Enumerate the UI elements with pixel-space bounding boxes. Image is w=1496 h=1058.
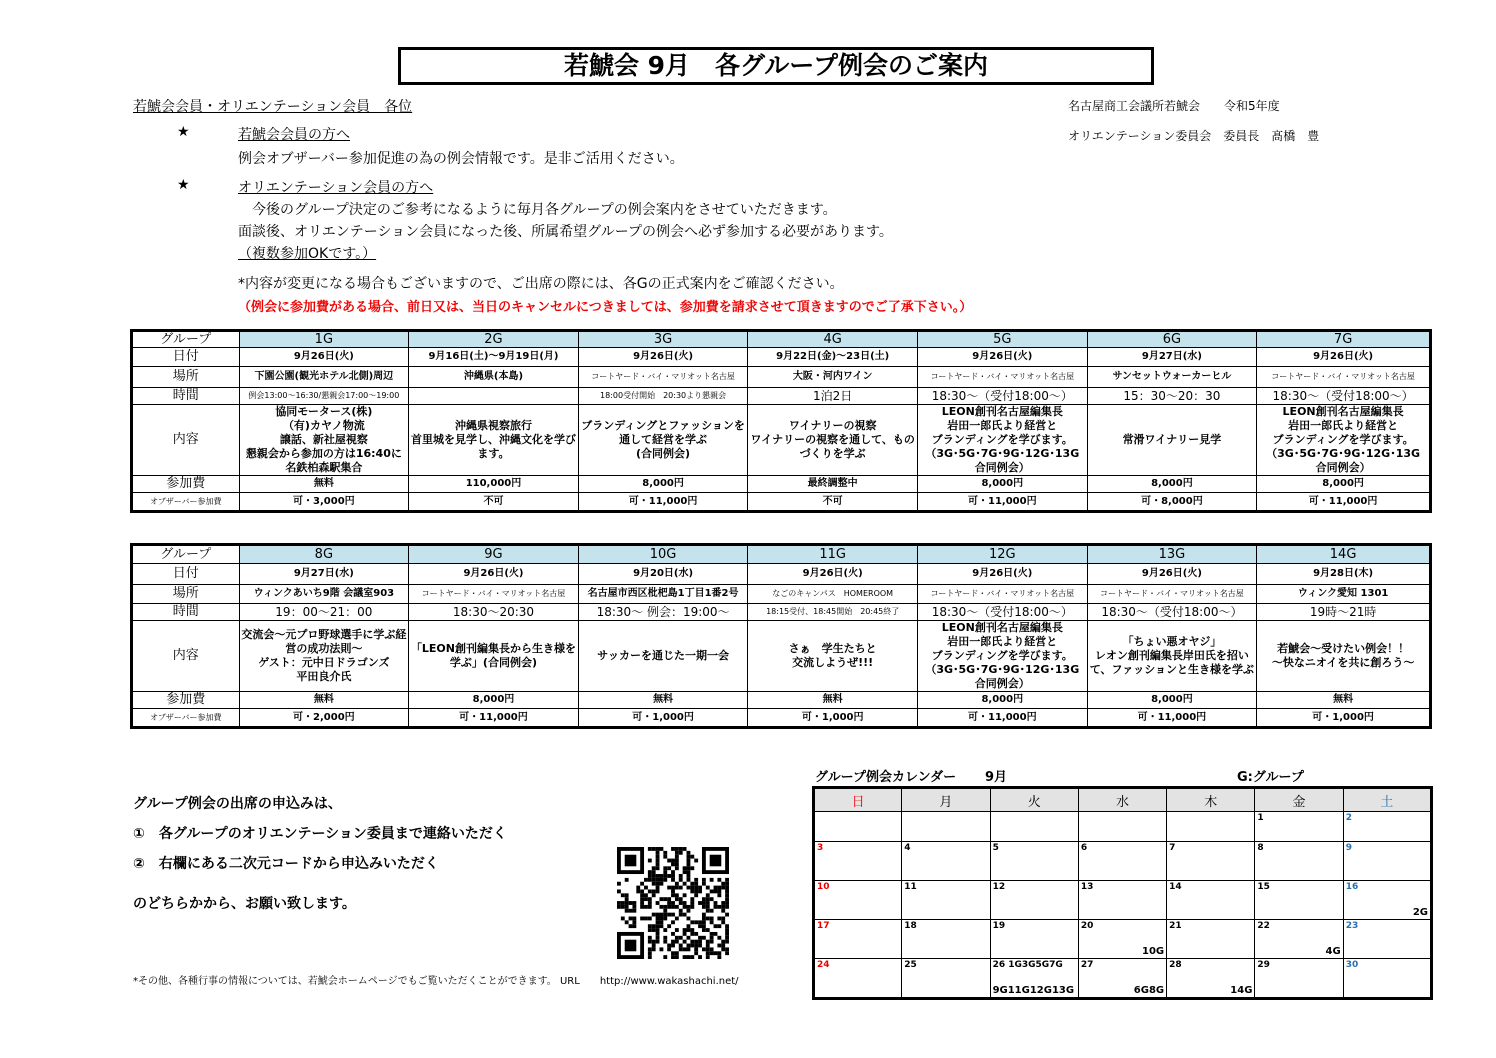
cell-content-4G: ワイナリーの視察 ワイナリーの視察を通して、ものづくりを学ぶ bbox=[748, 405, 918, 476]
calendar-day bbox=[902, 920, 990, 959]
cell-group-8G: 8G bbox=[239, 545, 409, 564]
cell-group-2G: 2G bbox=[409, 331, 579, 348]
calendar-day bbox=[1255, 842, 1343, 881]
cell-place-4G: 大阪・河内ワイン bbox=[748, 367, 918, 388]
cell-fee-4G: 最終調整中 bbox=[748, 476, 918, 493]
calendar-day bbox=[1167, 920, 1255, 959]
section2-line1: 今後のグループ決定のご参考になるように毎月各グループの例会案内をさせていただきます。 bbox=[238, 202, 837, 218]
cell-place-11G: なごのキャンパス HOMEROOM bbox=[748, 585, 918, 604]
cell-fee-2G: 110,000円 bbox=[409, 476, 579, 493]
cell-fee-9G: 8,000円 bbox=[409, 692, 579, 709]
cell-place-10G: 名古屋市西区枇杷島1丁目1番2号 bbox=[578, 585, 748, 604]
calendar-event: 10G bbox=[1142, 946, 1165, 957]
cell-group-13G: 13G bbox=[1087, 545, 1257, 564]
cell-content-14G: 若鯱会～受けたい例会！！ ～快なニオイを共に創ろう～ bbox=[1257, 621, 1431, 692]
cell-date-4G: 9月22日(金)～23日(土) bbox=[748, 348, 918, 367]
cell-observer-2G: 不可 bbox=[409, 493, 579, 512]
cell-observer-6G: 可・8,000円 bbox=[1087, 493, 1257, 512]
cell-fee-8G: 無料 bbox=[239, 692, 409, 709]
row-label-time: 時間 bbox=[132, 388, 240, 405]
apply-line2: ① 各グループのオリエンテーション委員まで連絡いただく bbox=[133, 826, 507, 842]
calendar-day-number: 20 bbox=[1080, 921, 1094, 931]
cell-fee-6G: 8,000円 bbox=[1087, 476, 1257, 493]
cell-group-12G: 12G bbox=[917, 545, 1087, 564]
cell-observer-11G: 可・1,000円 bbox=[748, 709, 918, 728]
cell-observer-7G: 可・11,000円 bbox=[1257, 493, 1431, 512]
cell-time-11G: 18:15受付、18:45開始 20:45終了 bbox=[748, 604, 918, 621]
calendar-day bbox=[902, 881, 990, 920]
calendar-day bbox=[1343, 920, 1431, 959]
calendar-day-number: 14 bbox=[1169, 882, 1182, 892]
cell-date-8G: 9月27日(水) bbox=[239, 564, 409, 585]
calendar-day-number: 7 bbox=[1169, 843, 1176, 853]
cell-content-10G: サッカーを通じた一期一会 bbox=[578, 621, 748, 692]
cell-date-9G: 9月26日(火) bbox=[409, 564, 579, 585]
calendar-day-number: 17 bbox=[817, 921, 830, 931]
cell-time-4G: 1泊2日 bbox=[748, 388, 918, 405]
cell-content-8G: 交流会～元プロ野球選手に学ぶ経営の成功法則～ ゲスト：元中日ドラゴンズ 平田良介氏 bbox=[239, 621, 409, 692]
cell-place-2G: 沖縄県(本島) bbox=[409, 367, 579, 388]
cell-fee-3G: 8,000円 bbox=[578, 476, 748, 493]
calendar-day bbox=[902, 812, 990, 842]
section1-body: 例会オブザーバー参加促進の為の例会情報です。是非ご活用ください。 bbox=[238, 151, 684, 167]
cell-place-6G: サンセットウォーカーヒル bbox=[1087, 367, 1257, 388]
cell-place-1G: 下園公園(観光ホテル北側)周辺 bbox=[239, 367, 409, 388]
section2-heading: オリエンテーション会員の方へ bbox=[238, 180, 434, 196]
calendar-day bbox=[990, 812, 1078, 842]
calendar-day-number: 1 bbox=[1257, 813, 1264, 823]
cell-group-4G: 4G bbox=[748, 331, 918, 348]
weekday-3: 水 bbox=[1078, 788, 1166, 812]
calendar-day-number: 25 bbox=[904, 960, 917, 970]
calendar-day bbox=[1078, 842, 1166, 881]
cell-place-7G: コートヤード・バイ・マリオット名古屋 bbox=[1257, 367, 1431, 388]
cell-content-5G: LEON創刊名古屋編集長 岩田一郎氏より経営と ブランディングを学びます。 （3G･5G･7G･9G･12G･13G 合同例会） bbox=[917, 405, 1087, 476]
cell-content-3G: ブランディングとファッションを通して経営を学ぶ (合同例会) bbox=[578, 405, 748, 476]
calendar-day-number: 30 bbox=[1345, 960, 1359, 970]
cell-group-7G: 7G bbox=[1257, 331, 1431, 348]
apply-line4: のどちらかから、お願い致します。 bbox=[133, 896, 356, 912]
qr-code[interactable] bbox=[617, 847, 729, 959]
cell-group-14G: 14G bbox=[1257, 545, 1431, 564]
calendar-title: グループ例会カレンダー bbox=[815, 770, 957, 785]
cell-fee-1G: 無料 bbox=[239, 476, 409, 493]
calendar-day-number: 28 bbox=[1169, 960, 1182, 970]
calendar-day-number: 10 bbox=[817, 882, 830, 892]
calendar-day bbox=[1255, 881, 1343, 920]
calendar-event: 9G11G12G13G bbox=[992, 985, 1075, 996]
cell-content-11G: さぁ 学生たちと 交流しようぜ!!! bbox=[748, 621, 918, 692]
cell-place-5G: コートヤード・バイ・マリオット名古屋 bbox=[917, 367, 1087, 388]
calendar-day-number: 23 bbox=[1345, 921, 1359, 931]
calendar-day bbox=[1167, 812, 1255, 842]
calendar-day bbox=[990, 920, 1078, 959]
cell-date-6G: 9月27日(水) bbox=[1087, 348, 1257, 367]
weekday-4: 木 bbox=[1167, 788, 1255, 812]
cell-fee-11G: 無料 bbox=[748, 692, 918, 709]
calendar-day-number: 6 bbox=[1080, 843, 1088, 853]
weekday-0: 日 bbox=[814, 788, 902, 812]
calendar-day-number: 9 bbox=[1345, 843, 1352, 853]
calendar-day-number: 26 1G3G5G7G bbox=[992, 960, 1063, 970]
change-note: *内容が変更になる場合もございますので、ご出席の際には、各Gの正式案内をご確認ください。 bbox=[238, 276, 844, 292]
cell-group-5G: 5G bbox=[917, 331, 1087, 348]
cell-time-6G: 15：30～20：30 bbox=[1087, 388, 1257, 405]
apply-line1: グループ例会の出席の申込みは、 bbox=[133, 796, 342, 812]
calendar-day bbox=[1167, 842, 1255, 881]
calendar-day bbox=[1255, 812, 1343, 842]
cell-fee-5G: 8,000円 bbox=[917, 476, 1087, 493]
calendar-day-number: 11 bbox=[904, 882, 917, 892]
calendar-day-number: 24 bbox=[817, 960, 830, 970]
calendar-day bbox=[990, 959, 1078, 999]
cell-content-6G: 常滑ワイナリー見学 bbox=[1087, 405, 1257, 476]
calendar-day bbox=[814, 842, 902, 881]
footer-url-note: *その他、各種行事の情報については、若鯱会ホームページでもご覧いただくことができます。 URL http://www.wakashachi.net/ bbox=[133, 976, 739, 987]
cell-date-2G: 9月16日(土)～9月19日(月) bbox=[409, 348, 579, 367]
calendar-legend: G:グループ bbox=[1237, 770, 1304, 785]
calendar-day bbox=[814, 881, 902, 920]
cell-time-10G: 18:30～ 例会：19:00～ bbox=[578, 604, 748, 621]
calendar-day bbox=[1167, 881, 1255, 920]
cell-content-13G: 「ちょい悪オヤジ」 レオン創刊編集長岸田氏を招いて、ファッションと生き様を学ぶ bbox=[1087, 621, 1257, 692]
cell-fee-13G: 8,000円 bbox=[1087, 692, 1257, 709]
calendar-day-number: 18 bbox=[904, 921, 917, 931]
row-label-date: 日付 bbox=[132, 348, 240, 367]
calendar-day-number: 16 bbox=[1345, 882, 1359, 892]
row-label-date: 日付 bbox=[132, 564, 240, 585]
calendar-day-number: 2 bbox=[1345, 813, 1352, 823]
row-label-observer: オブザーバー参加費 bbox=[132, 709, 240, 728]
calendar-day bbox=[990, 881, 1078, 920]
row-label-place: 場所 bbox=[132, 367, 240, 388]
committee-chair: オリエンテーション委員会 委員長 髙橋 豊 bbox=[1068, 129, 1320, 143]
row-label-content: 内容 bbox=[132, 621, 240, 692]
row-label-fee: 参加費 bbox=[132, 476, 240, 493]
cell-group-11G: 11G bbox=[748, 545, 918, 564]
calendar-event: 2G bbox=[1412, 907, 1428, 918]
row-label-time: 時間 bbox=[132, 604, 240, 621]
cell-time-14G: 19時～21時 bbox=[1257, 604, 1431, 621]
cell-date-10G: 9月20日(水) bbox=[578, 564, 748, 585]
weekday-2: 火 bbox=[990, 788, 1078, 812]
cell-time-7G: 18:30～（受付18:00～） bbox=[1257, 388, 1431, 405]
cell-date-3G: 9月26日(火) bbox=[578, 348, 748, 367]
calendar-day bbox=[1078, 812, 1166, 842]
calendar-day-number: 4 bbox=[904, 843, 911, 853]
cell-observer-8G: 可・2,000円 bbox=[239, 709, 409, 728]
cell-date-5G: 9月26日(火) bbox=[917, 348, 1087, 367]
section2-line3: （複数参加OKです。） bbox=[238, 246, 377, 262]
calendar-day-number: 27 bbox=[1080, 960, 1094, 970]
cell-fee-7G: 8,000円 bbox=[1257, 476, 1431, 493]
cell-place-13G: コートヤード・バイ・マリオット名古屋 bbox=[1087, 585, 1257, 604]
cell-time-1G: 例会13:00～16:30/懇親会17:00～19:00 bbox=[239, 388, 409, 405]
calendar-day bbox=[814, 920, 902, 959]
calendar-day-number: 29 bbox=[1257, 960, 1270, 970]
star-icon: ★ bbox=[177, 177, 190, 193]
cell-place-3G: コートヤード・バイ・マリオット名古屋 bbox=[578, 367, 748, 388]
calendar-day-number: 12 bbox=[992, 882, 1006, 892]
calendar-day-number: 3 bbox=[817, 843, 824, 853]
section2-line2: 面談後、オリエンテーション会員になった後、所属希望グループの例会へ必ず参加する必要があります。 bbox=[238, 224, 893, 240]
calendar-day-number: 15 bbox=[1257, 882, 1270, 892]
calendar-day-number: 8 bbox=[1257, 843, 1264, 853]
calendar-event: 6G8G bbox=[1133, 985, 1165, 996]
calendar-day bbox=[902, 959, 990, 999]
cell-date-11G: 9月26日(火) bbox=[748, 564, 918, 585]
calendar-day-number: 21 bbox=[1169, 921, 1182, 931]
cell-time-2G bbox=[409, 388, 579, 405]
weekday-5: 金 bbox=[1255, 788, 1343, 812]
cell-observer-3G: 可・11,000円 bbox=[578, 493, 748, 512]
apply-line3: ② 右欄にある二次元コードから申込みいただく bbox=[133, 856, 439, 872]
cell-time-3G: 18:00受付開始 20:30より懇親会 bbox=[578, 388, 748, 405]
cell-observer-4G: 不可 bbox=[748, 493, 918, 512]
cell-date-7G: 9月26日(火) bbox=[1257, 348, 1431, 367]
calendar-day-number: 19 bbox=[992, 921, 1006, 931]
star-icon: ★ bbox=[177, 124, 190, 140]
calendar-day bbox=[814, 812, 902, 842]
row-label-fee: 参加費 bbox=[132, 692, 240, 709]
cell-date-13G: 9月26日(火) bbox=[1087, 564, 1257, 585]
cell-place-9G: コートヤード・バイ・マリオット名古屋 bbox=[409, 585, 579, 604]
cell-time-5G: 18:30～（受付18:00～） bbox=[917, 388, 1087, 405]
section1-heading: 若鯱会会員の方へ bbox=[238, 127, 350, 143]
cell-observer-5G: 可・11,000円 bbox=[917, 493, 1087, 512]
group-calendar bbox=[812, 786, 1433, 1000]
row-label-observer: オブザーバー参加費 bbox=[132, 493, 240, 512]
row-label-place: 場所 bbox=[132, 585, 240, 604]
cell-content-9G: 「LEON創刊編集長から生き様を学ぶ」(合同例会) bbox=[409, 621, 579, 692]
calendar-day bbox=[1343, 881, 1431, 920]
cell-group-10G: 10G bbox=[578, 545, 748, 564]
calendar-day bbox=[990, 842, 1078, 881]
weekday-1: 月 bbox=[902, 788, 990, 812]
cell-observer-14G: 可・1,000円 bbox=[1257, 709, 1431, 728]
cell-observer-9G: 可・11,000円 bbox=[409, 709, 579, 728]
cell-observer-10G: 可・1,000円 bbox=[578, 709, 748, 728]
group-table-2 bbox=[130, 543, 1432, 729]
cancel-warning: （例会に参加費がある場合、前日又は、当日のキャンセルにつきましては、参加費を請求させて頂きますのでご了承下さい。） bbox=[238, 300, 973, 315]
group-table-1 bbox=[130, 329, 1432, 513]
calendar-day bbox=[1078, 959, 1166, 999]
row-label-content: 内容 bbox=[132, 405, 240, 476]
calendar-day bbox=[1255, 959, 1343, 999]
calendar-day bbox=[1167, 959, 1255, 999]
calendar-day bbox=[1343, 812, 1431, 842]
cell-time-13G: 18:30～（受付18:00～） bbox=[1087, 604, 1257, 621]
organization: 名古屋商工会議所若鯱会 令和5年度 bbox=[1068, 99, 1280, 113]
calendar-day bbox=[1078, 881, 1166, 920]
cell-time-8G: 19：00～21：00 bbox=[239, 604, 409, 621]
cell-time-9G: 18:30～20:30 bbox=[409, 604, 579, 621]
cell-date-12G: 9月26日(火) bbox=[917, 564, 1087, 585]
row-label-group: グループ bbox=[132, 545, 240, 564]
cell-group-9G: 9G bbox=[409, 545, 579, 564]
cell-content-7G: LEON創刊名古屋編集長 岩田一郎氏より経営と ブランディングを学びます。 （3G･5G･7G･9G･12G･13G 合同例会） bbox=[1257, 405, 1431, 476]
calendar-day-number: 22 bbox=[1257, 921, 1270, 931]
cell-fee-12G: 8,000円 bbox=[917, 692, 1087, 709]
page-title: 若鯱会 9月 各グループ例会のご案内 bbox=[398, 47, 1154, 85]
cell-content-1G: 協同モータース(株) （有)カヤノ物流 譲話、新社屋視察 懇親会から参加の方は16:40に名鉄柏森駅集合 bbox=[239, 405, 409, 476]
cell-group-3G: 3G bbox=[578, 331, 748, 348]
cell-observer-1G: 可・3,000円 bbox=[239, 493, 409, 512]
cell-date-14G: 9月28日(木) bbox=[1257, 564, 1431, 585]
cell-group-1G: 1G bbox=[239, 331, 409, 348]
cell-observer-13G: 可・11,000円 bbox=[1087, 709, 1257, 728]
cell-place-14G: ウィンク愛知 1301 bbox=[1257, 585, 1431, 604]
cell-fee-14G: 無料 bbox=[1257, 692, 1431, 709]
addressee: 若鯱会会員・オリエンテーション会員 各位 bbox=[133, 99, 413, 115]
cell-observer-12G: 可・11,000円 bbox=[917, 709, 1087, 728]
calendar-event: 14G bbox=[1230, 985, 1253, 996]
calendar-day bbox=[1343, 842, 1431, 881]
cell-fee-10G: 無料 bbox=[578, 692, 748, 709]
calendar-day bbox=[1255, 920, 1343, 959]
weekday-6: 土 bbox=[1343, 788, 1431, 812]
cell-content-12G: LEON創刊名古屋編集長 岩田一郎氏より経営と ブランディングを学びます。 （3G･5G･7G･9G･12G･13G 合同例会） bbox=[917, 621, 1087, 692]
cell-date-1G: 9月26日(火) bbox=[239, 348, 409, 367]
cell-content-2G: 沖縄県視察旅行 首里城を見学し、沖縄文化を学びます。 bbox=[409, 405, 579, 476]
calendar-day-number: 5 bbox=[992, 843, 999, 853]
calendar-day bbox=[1078, 920, 1166, 959]
cell-time-12G: 18:30～（受付18:00～） bbox=[917, 604, 1087, 621]
calendar-day bbox=[1343, 959, 1431, 999]
row-label-group: グループ bbox=[132, 331, 240, 348]
calendar-month: 9月 bbox=[985, 770, 1008, 785]
calendar-event: 4G bbox=[1325, 946, 1341, 957]
calendar-day bbox=[814, 959, 902, 999]
cell-place-8G: ウィンクあいち9階 会議室903 bbox=[239, 585, 409, 604]
calendar-day-number: 13 bbox=[1080, 882, 1094, 892]
cell-group-6G: 6G bbox=[1087, 331, 1257, 348]
calendar-day bbox=[902, 842, 990, 881]
cell-place-12G: コートヤード・バイ・マリオット名古屋 bbox=[917, 585, 1087, 604]
